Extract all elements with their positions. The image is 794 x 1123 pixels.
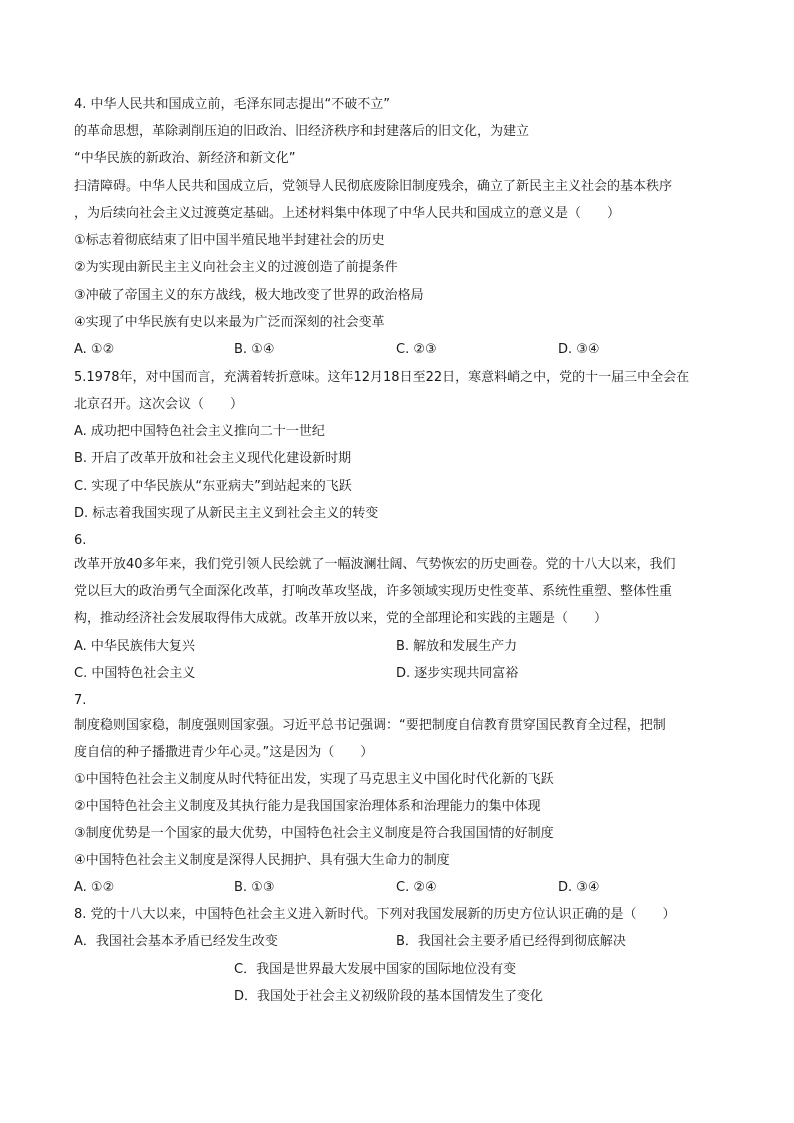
q7-option-c: C. ②④ [396,880,437,895]
q5-line-2: 北京召开。这次会议（ ） [74,397,244,412]
q8-option-d: D．我国处于社会主义初级阶段的基本国情发生了变化 [234,989,544,1004]
q8-option-b: B．我国社会主要矛盾已经得到彻底解决 [396,934,626,949]
q5-option-c: C. 实现了中华民族从“东亚病夫”到站起来的飞跃 [74,479,352,494]
q4-statement-3: ③冲破了帝国主义的东方战线，极大地改变了世界的政治格局 [74,288,424,303]
q4-line-1: 4. 中华人民共和国成立前，毛泽东同志提出“不破不立” [74,97,391,112]
q7-statement-1: ①中国特色社会主义制度从时代特征出发，实现了马克思主义中国化时代化新的飞跃 [74,772,554,787]
q5-option-b: B. 开启了改革开放和社会主义现代化建设新时期 [74,451,352,466]
q5-line-1: 5.1978年，对中国而言，充满着转折意味。这年12月18日至22日，寒意料峭之中，党的十一届三中全会在 [74,370,690,385]
q6-option-c: C. 中国特色社会主义 [74,666,196,681]
q8-option-a: A．我国社会基本矛盾已经发生改变 [74,934,278,949]
q4-statement-4: ④实现了中华民族有史以来最为广泛而深刻的社会变革 [74,315,385,330]
q7-line-2: 度自信的种子播撒进青少年心灵。”这是因为（ ） [74,745,374,760]
q5-option-d: D. 标志着我国实现了从新民主主义到社会主义的转变 [74,506,379,521]
q4-line-3: “中华民族的新政治、新经济和新文化” [74,151,296,166]
q4-line-5: ，为后续向社会主义过渡奠定基础。上述材料集中体现了中华人民共和国成立的意义是（ ） [74,206,621,221]
q7-statement-3: ③制度优势是一个国家的最大优势，中国特色社会主义制度是符合我国国情的好制度 [74,826,554,841]
q7-statement-2: ②中国特色社会主义制度及其执行能力是我国国家治理体系和治理能力的集中体现 [74,799,541,814]
q6-line-2: 党以巨大的政治勇气全面深化改革，打响改革攻坚战，许多领域实现历史性变革、系统性重塑、整体性重 [74,584,673,599]
q7-option-b: B. ①③ [234,880,275,895]
q5-option-a: A. 成功把中国特色社会主义推向二十一世纪 [74,424,325,439]
q6-option-b: B. 解放和发展生产力 [396,639,518,654]
q4-option-b: B. ①④ [234,342,275,357]
q6-option-a: A. 中华民族伟大复兴 [74,639,195,654]
q4-option-c: C. ②③ [396,342,437,357]
q4-statement-1: ①标志着彻底结束了旧中国半殖民地半封建社会的历史 [74,233,385,248]
q4-line-4: 扫清障碍。中华人民共和国成立后，党领导人民彻底废除旧制度残余，确立了新民主主义社会的基本秩序 [74,179,673,194]
q6-number: 6. [74,533,87,548]
q7-line-1: 制度稳则国家稳，制度强则国家强。习近平总书记强调：“要把制度自信教育贯穿国民教育全过程，把制 [74,718,666,733]
q6-option-d: D. 逐步实现共同富裕 [396,666,519,681]
q6-line-3: 构，推动经济社会发展取得伟大成就。改革开放以来，党的全部理论和实践的主题是（ ） [74,611,608,626]
q6-line-1: 改革开放40多年来，我们党引领人民绘就了一幅波澜壮阔、气势恢宏的历史画卷。党的十八大以来，我们 [74,557,676,572]
q8-stem: 8. 党的十八大以来，中国特色社会主义进入新时代。下列对我国发展新的历史方位认识正确的是（ ） [74,907,676,922]
q4-line-2: 的革命思想，革除剥削压迫的旧政治、旧经济秩序和封建落后的旧文化，为建立 [74,124,530,139]
q4-statement-2: ②为实现由新民主主义向社会主义的过渡创造了前提条件 [74,260,398,275]
q7-option-d: D. ③④ [558,880,600,895]
q8-option-c: C．我国是世界最大发展中国家的国际地位没有变 [234,962,517,977]
q7-number: 7. [74,693,87,708]
q4-option-d: D. ③④ [558,342,600,357]
q7-statement-4: ④中国特色社会主义制度是深得人民拥护、具有强大生命力的制度 [74,853,450,868]
q4-option-a: A. ①② [74,342,115,357]
q7-option-a: A. ①② [74,880,115,895]
